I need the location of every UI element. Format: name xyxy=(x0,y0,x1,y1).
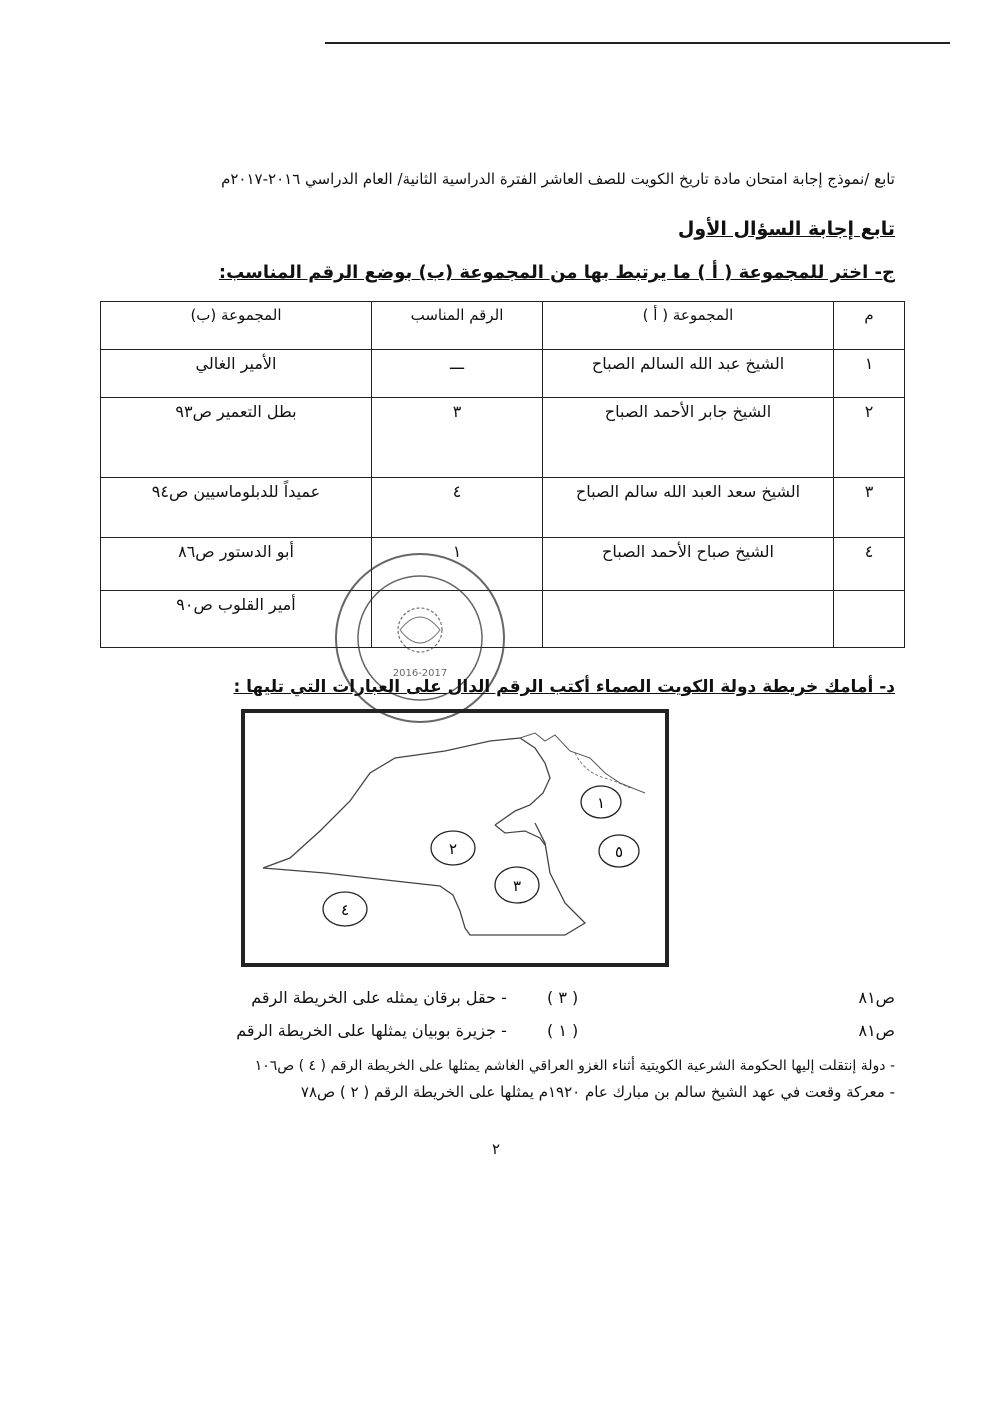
table-row xyxy=(101,398,905,477)
row-group-a: الشيخ جابر الأحمد الصباح xyxy=(543,398,834,477)
stamp-year: 2016-2017 xyxy=(392,668,448,679)
row-index: ١ xyxy=(834,349,905,398)
exam-header: تابع /نموذج إجابة امتحان مادة تاريخ الكويت للصف العاشر الفترة الدراسية الثانية/ العام الدراسي ٢٠١٦-٢٠١٧م xyxy=(221,170,895,188)
answer-line-1 xyxy=(120,988,895,1007)
answer-line-2 xyxy=(120,1021,895,1040)
map-label-2: ٢ xyxy=(448,840,458,858)
table-row xyxy=(101,477,905,538)
answer-line-3: - دولة إنتقلت إليها الحكومة الشرعية الكويتية أثناء الغزو العراقي الغاشم يمثلها على الخريطة الرقم ( ٤ ) ص١٠٦ xyxy=(254,1058,895,1074)
row-group-b: أمير القلوب ص٩٠ xyxy=(101,591,372,648)
map-label-1: ١ xyxy=(596,794,606,812)
stamp-seal-icon xyxy=(330,548,510,728)
row-number: ـــ xyxy=(372,349,543,398)
header-group-b: المجموعة (ب) xyxy=(101,302,372,350)
row-number: ٣ xyxy=(372,398,543,477)
answer-value: ( ١ ) xyxy=(547,1021,579,1040)
table-header-row xyxy=(101,302,905,350)
map-label-4: ٤ xyxy=(340,901,350,919)
answer-value: ( ٣ ) xyxy=(547,988,579,1007)
row-index xyxy=(834,591,905,648)
row-group-a xyxy=(543,591,834,648)
answer-line-4: - معركة وقعت في عهد الشيخ سالم بن مبارك عام ١٩٢٠م يمثلها على الخريطة الرقم ( ٢ ) ص٧٨ xyxy=(300,1083,895,1101)
question-d-title: د- أمامك خريطة دولة الكويت الصماء أكتب الرقم الدال على العبارات التي تليها : xyxy=(233,677,895,697)
row-group-a: الشيخ عبد الله السالم الصباح xyxy=(543,349,834,398)
section-title: تابع إجابة السؤال الأول xyxy=(677,218,895,240)
header-group-a: المجموعة ( أ ) xyxy=(543,302,834,350)
row-index: ٤ xyxy=(834,538,905,591)
map-label-5: ٥ xyxy=(614,843,624,861)
row-group-b: بطل التعمير ص٩٣ xyxy=(101,398,372,477)
header-index: م xyxy=(834,302,905,350)
row-index: ٣ xyxy=(834,477,905,538)
row-group-b: أبو الدستور ص٨٦ xyxy=(101,538,372,591)
row-group-b: عميداً للدبلوماسيين ص٩٤ xyxy=(101,477,372,538)
answer-page: ص٨١ xyxy=(858,1021,895,1040)
map-outline-icon xyxy=(245,713,665,963)
row-number: ١ xyxy=(372,538,543,591)
question-c-title: ج- اختر للمجموعة ( أ ) ما يرتبط بها من المجموعة (ب) بوضع الرقم المناسب: xyxy=(218,262,895,283)
kuwait-map xyxy=(241,709,669,967)
header-number: الرقم المناسب xyxy=(372,302,543,350)
answer-page: ص٨١ xyxy=(858,988,895,1007)
row-group-a: الشيخ سعد العبد الله سالم الصباح xyxy=(543,477,834,538)
row-index: ٢ xyxy=(834,398,905,477)
top-rule xyxy=(325,42,950,44)
map-label-3: ٣ xyxy=(512,877,522,895)
table-row xyxy=(101,349,905,398)
row-group-b: الأمير الغالي xyxy=(101,349,372,398)
page-number: ٢ xyxy=(491,1140,501,1158)
row-number: ٤ xyxy=(372,477,543,538)
official-stamp xyxy=(330,548,510,728)
row-group-a: الشيخ صباح الأحمد الصباح xyxy=(543,538,834,591)
answer-text: - حقل برقان يمثله على الخريطة الرقم xyxy=(251,988,507,1007)
answer-text: - جزيرة بوبيان يمثلها على الخريطة الرقم xyxy=(236,1021,507,1040)
